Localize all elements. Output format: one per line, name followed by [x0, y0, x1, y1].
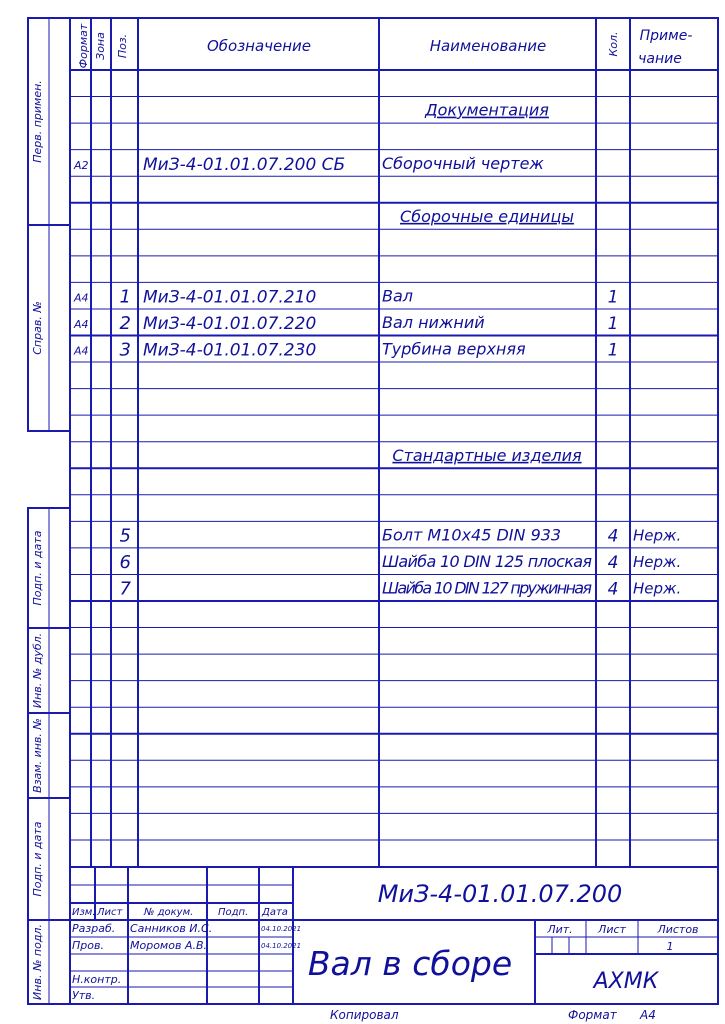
title-block: [70, 867, 718, 1004]
row-designation: МиЗ-4-01.01.07.210: [143, 287, 317, 308]
col-date: Дата: [262, 907, 288, 918]
row-name: Сборочный чертеж: [382, 153, 544, 173]
row-qty: 1: [607, 314, 619, 335]
table-row: [424, 101, 549, 120]
col-sign: Подп.: [218, 907, 249, 918]
side-label: Перв. примен.: [31, 80, 44, 163]
row-section-title: Сборочные единицы: [400, 206, 574, 226]
row-format: A4: [74, 318, 89, 332]
row-name: Шайба 10 DIN 127 пружинная: [382, 578, 592, 598]
lit-label: Лит.: [547, 923, 573, 936]
side-label: Инв. № подл.: [31, 924, 44, 1000]
table-row: [392, 446, 582, 465]
row-pos: 6: [119, 552, 131, 574]
row-lines: [70, 97, 718, 840]
row-section-title: Стандартные изделия: [392, 445, 582, 465]
row-name: Вал: [382, 286, 414, 306]
role-label: Разраб.: [72, 922, 116, 935]
row-note: Нерж.: [633, 579, 682, 598]
side-label: Взам. инв. №: [31, 718, 44, 793]
role-label: Пров.: [72, 939, 104, 952]
table-row: [120, 552, 682, 573]
doc-code: МиЗ-4-01.01.07.200: [377, 880, 623, 908]
side-label: Инв. № дубл.: [31, 632, 44, 709]
signature-row: [72, 989, 95, 1002]
role-date: 04.10.2021: [261, 942, 302, 950]
header-designation: Обозначение: [206, 37, 312, 55]
format-label: Формат: [568, 1008, 617, 1022]
row-format: A4: [74, 291, 89, 305]
table-row: [73, 287, 618, 308]
row-format: A4: [74, 344, 89, 358]
row-designation: МиЗ-4-01.01.07.200 СБ: [143, 154, 346, 175]
row-pos: 7: [119, 578, 131, 600]
row-qty: 1: [607, 287, 619, 308]
role-person: Санников И.С.: [130, 922, 213, 935]
column-lines: [91, 18, 630, 867]
table-rows: [73, 101, 681, 600]
side-label: Справ. №: [31, 301, 44, 355]
signature-row: [72, 939, 301, 952]
role-label: Утв.: [72, 989, 96, 1002]
role-person: Моромов А.В.: [130, 939, 208, 952]
table-row: [73, 154, 544, 175]
copied-label: Копировал: [330, 1008, 399, 1022]
row-qty: 4: [607, 553, 619, 574]
signature-row: [72, 922, 301, 935]
header-pos: Поз.: [116, 33, 129, 59]
row-name: Болт M10x45 DIN 933: [382, 525, 562, 545]
row-qty: 4: [607, 579, 619, 600]
row-pos: 2: [119, 313, 131, 335]
header-name: Наименование: [429, 37, 547, 55]
row-pos: 5: [119, 525, 131, 547]
row-designation: МиЗ-4-01.01.07.230: [143, 340, 317, 361]
header-zone: Зона: [94, 32, 107, 60]
col-doc-no: № докум.: [144, 907, 194, 918]
table-row: [400, 207, 574, 226]
signature-rows: [72, 922, 301, 1002]
row-pos: 3: [119, 339, 131, 361]
table-row: [120, 525, 682, 546]
table-row: [73, 340, 618, 361]
row-qty: 1: [607, 340, 619, 361]
row-qty: 4: [607, 526, 619, 547]
col-list: Лист: [97, 907, 123, 918]
row-note: Нерж.: [633, 553, 682, 572]
format-value: A4: [640, 1008, 656, 1022]
doc-title: Вал в сборе: [307, 944, 513, 983]
row-name: Вал нижний: [382, 313, 485, 333]
header-note-line1: Приме-: [639, 28, 693, 44]
role-label: Н.контр.: [72, 973, 122, 986]
role-date: 04.10.2021: [261, 925, 302, 933]
row-designation: МиЗ-4-01.01.07.220: [143, 314, 317, 335]
sheets-value: 1: [666, 940, 674, 953]
sheet-label: Лист: [598, 923, 626, 936]
row-name: Шайба 10 DIN 125 плоская: [382, 552, 592, 572]
row-name: Турбина верхняя: [382, 339, 526, 359]
signature-row: [72, 973, 121, 986]
side-label: Подп. и дата: [31, 821, 44, 897]
table-row: [73, 313, 618, 334]
row-pos: 1: [119, 286, 131, 308]
table-header: [70, 23, 718, 70]
sheets-label: Листов: [657, 923, 699, 936]
row-note: Нерж.: [633, 526, 682, 545]
side-label: Подп. и дата: [31, 530, 44, 606]
header-qty: Кол.: [607, 31, 620, 57]
col-izm: Изм.: [72, 907, 96, 918]
header-format: Формат: [77, 23, 90, 69]
row-format: A2: [74, 158, 89, 172]
table-row: [120, 579, 682, 600]
row-section-title: Документация: [425, 100, 549, 120]
header-note-line2: чание: [638, 51, 682, 67]
organization: АХМК: [593, 969, 659, 994]
